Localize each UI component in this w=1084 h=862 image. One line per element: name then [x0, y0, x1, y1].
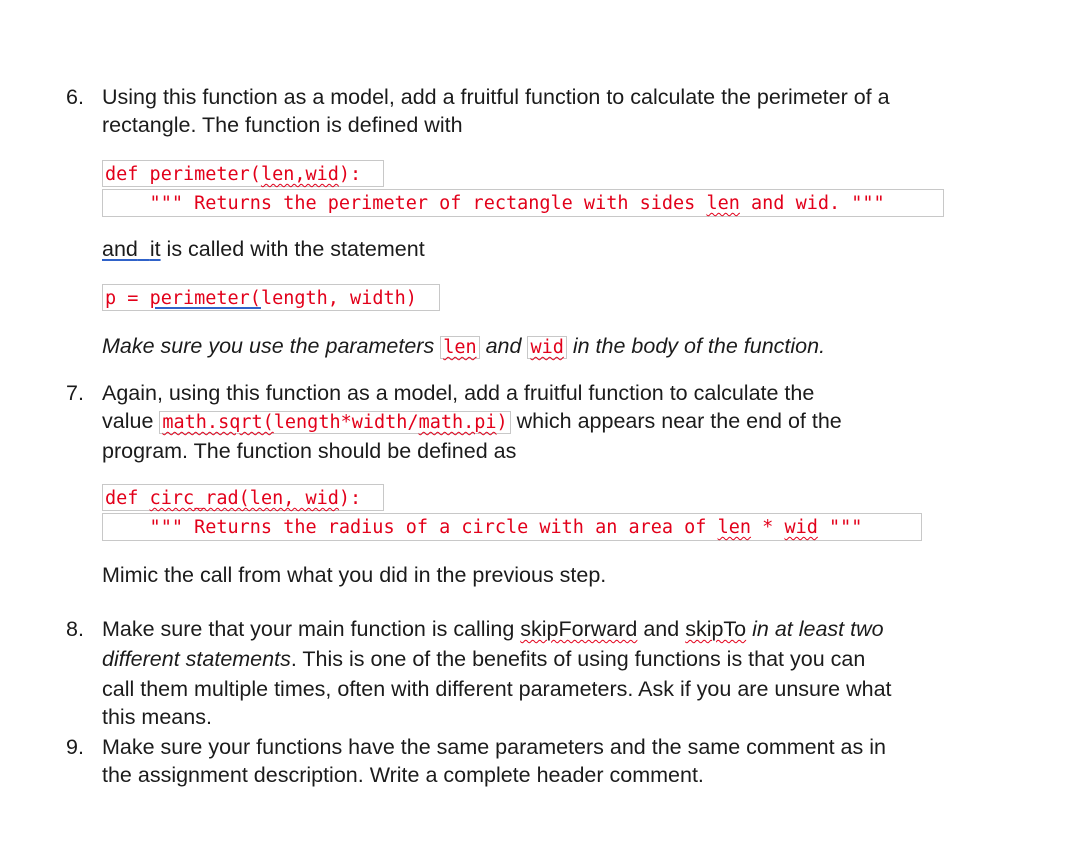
math-sqrt-inline-code [159, 411, 510, 434]
circ-rad-docstring-code [102, 513, 922, 541]
perimeter-doc-prefix: """ Returns the perimeter of rectangle with sides [105, 193, 707, 214]
circ-doc-wid: wid [784, 517, 818, 538]
perimeter-def-code [102, 160, 384, 187]
item-8-line-2 [102, 646, 865, 673]
mimic-call-text: Mimic the call from what you did in the previous step. [102, 563, 607, 587]
perimeter-call-code [102, 284, 440, 311]
note-c: in the body of the function. [566, 334, 826, 358]
item-9-line-2: the assignment description. Write a complete header comment. [102, 763, 704, 787]
item-9-line-1: Make sure your functions have the same parameters and the same comment as in [102, 735, 886, 759]
called-rest: is called with the statement [160, 237, 425, 261]
circ-def-suffix: ): [338, 488, 362, 509]
circ-doc-suffix: """ [817, 517, 863, 538]
item-6-line-2: rectangle. The function is defined with [102, 113, 463, 137]
circ-rad-def-code [102, 484, 384, 511]
perimeter-def-suffix: ): [338, 164, 362, 185]
call-prefix: p = [105, 288, 150, 309]
item-8-line-1 [102, 616, 884, 643]
circ-doc-len: len [717, 517, 752, 538]
item-7-line-1: Again, using this function as a model, add a fruitful function to calculate the [102, 381, 815, 405]
item-9-number: 9. [66, 735, 84, 759]
circ-def-prefix: def [105, 488, 150, 509]
perimeter-doc-suffix: and wid. """ [739, 193, 885, 214]
item-6-number: 6. [66, 85, 84, 109]
item-8-l1-c: and [637, 617, 686, 641]
item-8-l1-a: Make sure that your main function is calling [102, 617, 521, 641]
call-fn: perimeter( [149, 288, 261, 309]
call-rest: length, width) [260, 288, 417, 309]
item-7-number: 7. [66, 381, 84, 405]
skipto-word: skipTo [685, 617, 747, 641]
called-word-and: and [102, 237, 138, 261]
circ-doc-prefix: """ Returns the radius of a circle with an area of [105, 517, 718, 538]
math-sqrt-b: length*width/ [273, 412, 419, 433]
perimeter-doc-len: len [706, 193, 740, 214]
item-7-value-word: value [102, 409, 160, 433]
item-7-line-2 [102, 408, 842, 436]
math-sqrt-d: ) [496, 412, 508, 433]
note-b: and [479, 334, 528, 358]
called-with-statement [102, 236, 425, 263]
item-8-l2-b: . This is one of the benefits of using functions is that you can [290, 647, 866, 671]
use-parameters-note [102, 333, 825, 361]
circ-def-fn: circ_rad(len, wid [149, 488, 339, 509]
perimeter-def-args: len,wid [260, 164, 339, 185]
note-a: Make sure you use the parameters [102, 334, 441, 358]
math-sqrt-a: math.sqrt( [162, 412, 274, 433]
item-8-number: 8. [66, 617, 84, 641]
circ-doc-mid: * [751, 517, 785, 538]
skipforward-word: skipForward [520, 617, 638, 641]
item-8-l1-e: in at least two [746, 617, 884, 641]
math-sqrt-c: math.pi [418, 412, 497, 433]
item-6-line-1: Using this function as a model, add a fruitful function to calculate the perimeter of a [102, 85, 890, 109]
item-8-line-4: this means. [102, 705, 212, 729]
item-7-line-3: program. The function should be defined as [102, 439, 517, 463]
item-7-line-2-rest: which appears near the end of the [510, 409, 842, 433]
note-wid-code: wid [527, 336, 566, 359]
called-word-it: it [149, 237, 161, 261]
note-len-code: len [440, 336, 479, 359]
perimeter-def-prefix: def perimeter( [105, 164, 261, 185]
perimeter-docstring-code [102, 189, 944, 217]
different-statements: different statements [102, 647, 291, 671]
item-8-line-3: call them multiple times, often with different parameters. Ask if you are unsure what [102, 677, 892, 701]
